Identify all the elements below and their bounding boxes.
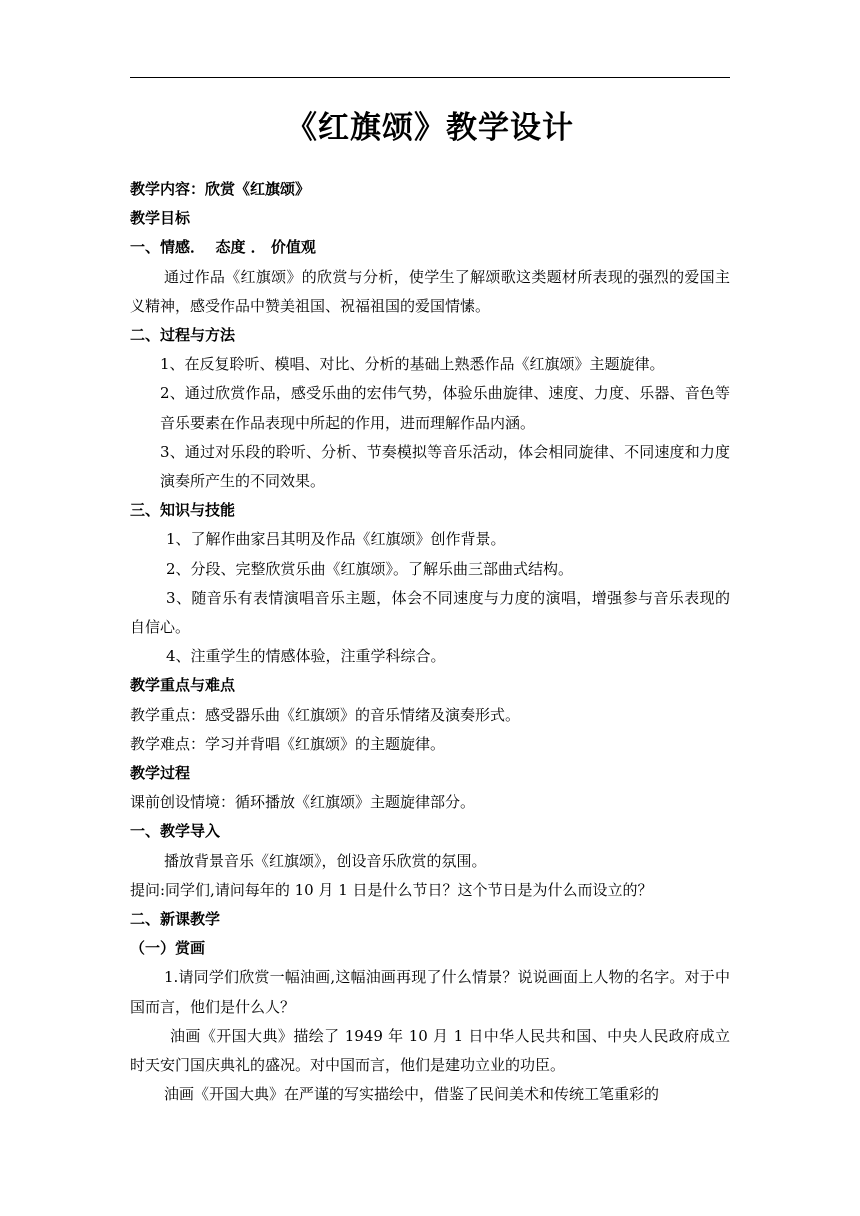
subheading-new-lesson: 二、新课教学 <box>130 910 221 929</box>
process-item-1: 1、在反复聆听、模唱、对比、分析的基础上熟悉作品《红旗颂》主题旋律。 <box>160 355 665 374</box>
teaching-content-line: 教学内容：欣赏《红旗颂》 <box>130 180 311 198</box>
knowledge-item-4: 4、注重学生的情感体验，注重学科综合。 <box>166 647 446 666</box>
subheading-appreciate-painting: （一）赏画 <box>130 939 206 958</box>
subheading-intro: 一、教学导入 <box>130 822 221 841</box>
paragraph-emotion: 通过作品《红旗颂》的欣赏与分析，使学生了解颂歌这类题材所表现的强烈的爱国主义精神，感受作品中赞美祖国、祝福祖国的爱国情愫。 <box>130 267 730 315</box>
subheading-emotion: 一、情感． 态度 ． 价值观 <box>130 238 316 257</box>
header-rule <box>130 77 730 78</box>
difficulty-line: 教学难点：学习并背唱《红旗颂》的主题旋律。 <box>130 734 446 753</box>
process-item-3: 3、通过对乐段的聆听、分析、节奏模拟等音乐活动，体会相同旋律、不同速度和力度演奏所产生的不同效果。 <box>160 442 730 491</box>
section-heading-goals: 教学目标 <box>130 209 191 228</box>
page-title: 《红旗颂》教学设计 <box>286 110 574 146</box>
knowledge-item-1: 1、了解作曲家吕其明及作品《红旗颂》创作背景。 <box>166 530 506 549</box>
pre-class-line: 课前创设情境：循环播放《红旗颂》主题旋律部分。 <box>130 793 476 812</box>
question-line: 提问:同学们,请问每年的 10 月 1 日是什么节日？这个节日是为什么而设立的？ <box>130 880 653 899</box>
painting-question-paragraph: 1.请同学们欣赏一幅油画,这幅油画再现了什么情景？说说画面上人物的名字。对于中国而言，他们是什么人？ <box>130 968 730 1016</box>
key-point-line: 教学重点：感受器乐曲《红旗颂》的音乐情绪及演奏形式。 <box>130 705 521 724</box>
document-body <box>130 175 730 1110</box>
process-item-2: 2、通过欣赏作品，感受乐曲的宏伟气势，体验乐曲旋律、速度、力度、乐器、音色等音乐要素在作品表现中所起的作用，进而理解作品内涵。 <box>160 384 730 432</box>
knowledge-item-3: 3、随音乐有表情演唱音乐主题，体会不同速度与力度的演唱，增强参与音乐表现的自信心。 <box>130 588 730 637</box>
subheading-process: 二、过程与方法 <box>130 326 236 345</box>
subheading-knowledge: 三、知识与技能 <box>130 501 236 520</box>
section-heading-process: 教学过程 <box>130 764 191 783</box>
intro-paragraph: 播放背景音乐《红旗颂》，创设音乐欣赏的氛围。 <box>164 851 487 870</box>
knowledge-item-2: 2、分段、完整欣赏乐曲《红旗颂》。了解乐曲三部曲式结构。 <box>166 559 574 578</box>
painting-description-paragraph: 油画《开国大典》描绘了 1949 年 10 月 1 日中华人民共和国、中央人民政府成立时天安门国庆典礼的盛况。对中国而言，他们是建功立业的功臣。 <box>130 1026 730 1075</box>
section-heading-keypoints: 教学重点与难点 <box>130 676 236 695</box>
painting-style-paragraph: 油画《开国大典》在严谨的写实描绘中，借鉴了民间美术和传统工笔重彩的 <box>164 1085 660 1104</box>
